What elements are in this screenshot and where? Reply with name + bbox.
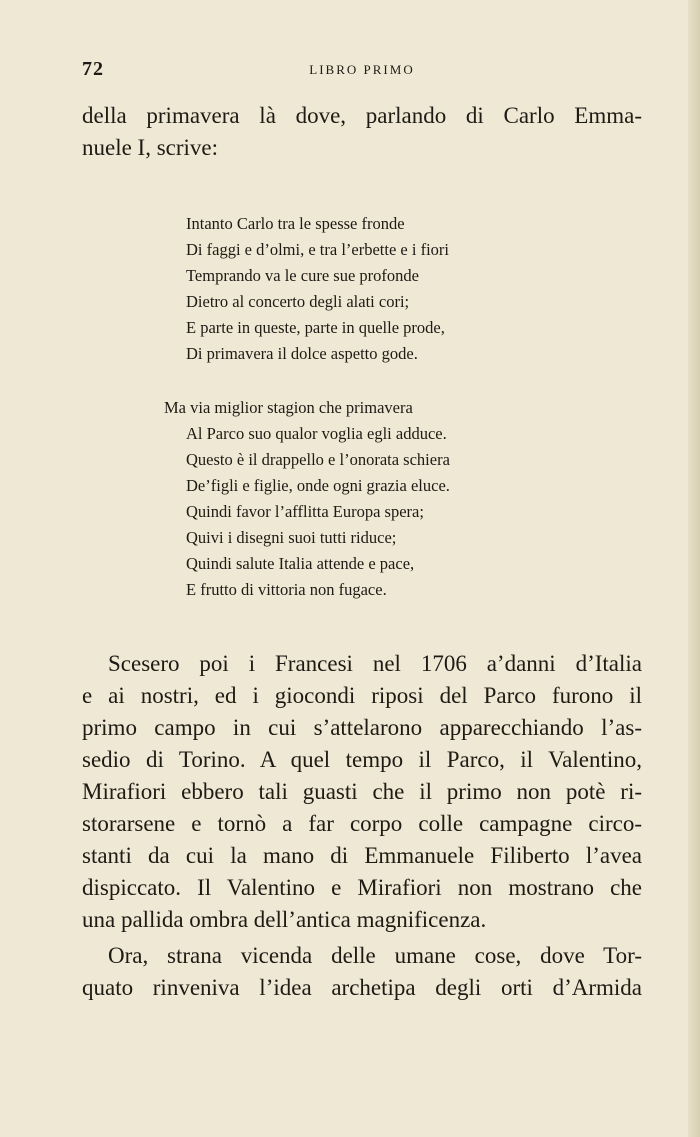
verse-line: Quivi i disegni suoi tutti riduce; (186, 528, 397, 547)
intro-line: nuele I, scrive: (82, 135, 219, 160)
verse-stanza-2 (164, 395, 546, 603)
verse-line: E parte in queste, parte in quelle prode, (186, 318, 445, 337)
verse-line: Intanto Carlo tra le spesse fronde (186, 214, 405, 233)
page-edge-shadow (688, 0, 700, 1137)
paragraph-line: Mirafiori ebbero tali guasti che il primo non potè ri- (82, 779, 642, 804)
page-header (82, 58, 642, 84)
running-head: LIBRO PRIMO (309, 62, 415, 77)
verse-line: Al Parco suo qualor voglia egli adduce. (186, 424, 447, 443)
verse-line: Quindi salute Italia attende e pace, (186, 554, 415, 573)
paragraph-line: primo campo in cui s’attelarono apparecchiando l’as- (82, 715, 642, 740)
paragraph-line: storarsene e tornò a far corpo colle campagne circo- (82, 811, 642, 836)
paragraph-line: quato rinveniva l’idea archetipa degli orti d’Armida (82, 975, 642, 1000)
verse-line: Ma via miglior stagion che primavera (164, 398, 413, 417)
verse-line: Questo è il drappello e l’onorata schiera (186, 450, 450, 469)
verse-stanza-1 (186, 211, 546, 367)
verse-line: Temprando va le cure sue profonde (186, 266, 419, 285)
verse-line: Dietro al concerto degli alati cori; (186, 292, 410, 311)
verse-line: E frutto di vittoria non fugace. (186, 580, 387, 599)
paragraph-line: sedio di Torino. A quel tempo il Parco, il Valentino, (82, 747, 642, 772)
verse-line: Quindi favor l’afflitta Europa spera; (186, 502, 424, 521)
intro-paragraph (82, 100, 642, 164)
page-number: 72 (82, 58, 104, 80)
paragraph-line: dispiccato. Il Valentino e Mirafiori non mostrano che (82, 875, 642, 900)
paragraph-line: e ai nostri, ed i giocondi riposi del Parco furono il (82, 683, 642, 708)
body-paragraph-1 (82, 648, 642, 936)
paragraph-line: Scesero poi i Francesi nel 1706 a’danni d’Italia (108, 651, 642, 676)
verse-line: Di primavera il dolce aspetto gode. (186, 344, 418, 363)
verse-line: Di faggi e d’olmi, e tra l’erbette e i fiori (186, 240, 449, 259)
body-paragraph-2 (82, 940, 642, 1004)
intro-line: della primavera là dove, parlando di Carlo Emma- (82, 103, 642, 128)
verse-line: De’figli e figlie, onde ogni grazia eluce. (186, 476, 450, 495)
paragraph-line: Ora, strana vicenda delle umane cose, dove Tor- (108, 943, 642, 968)
paragraph-line: una pallida ombra dell’antica magnificenza. (82, 907, 487, 932)
paragraph-line: stanti da cui la mano di Emmanuele Filiberto l’avea (82, 843, 642, 868)
